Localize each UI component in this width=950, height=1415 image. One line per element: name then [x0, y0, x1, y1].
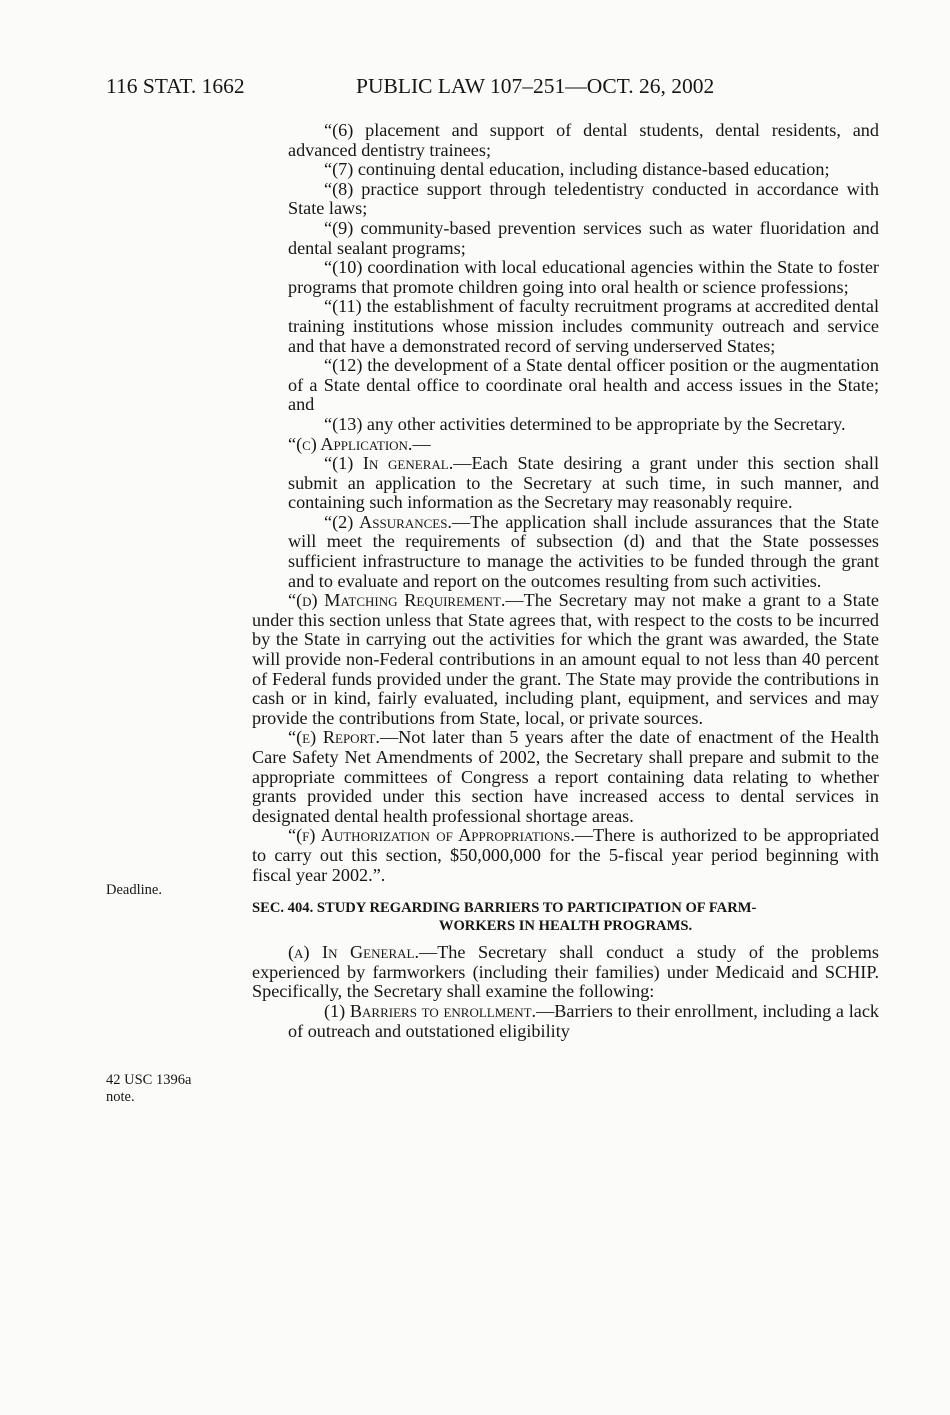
a1-label: (1) Barriers to enrollment.—: [324, 1000, 555, 1021]
a1-text: Barriers to their enrollment, including a lack of outreach and outstationed eligibility: [288, 1000, 879, 1041]
paragraph-item-13: “(13) any other activities determined to be appropriate by the Secretary.: [324, 413, 846, 434]
page-stat-number: 116 STAT. 1662: [106, 74, 245, 98]
paragraph-item-12: “(12) the development of a State dental officer position or the augmentation of a State dental office to coordinate oral health and access issues in the State; and: [288, 355, 879, 415]
paragraph-c-1: [252, 454, 879, 513]
paragraph-a-1: [252, 1002, 879, 1041]
body-text: [252, 121, 879, 1041]
section-404-heading-line1: SEC. 404. STUDY REGARDING BARRIERS TO PARTICIPATION OF FARM-: [252, 900, 757, 917]
margin-note-deadline: Deadline.: [106, 882, 162, 898]
section-404-heading: [252, 899, 879, 935]
paragraph-item-8: “(8) practice support through teledentistry conducted in accordance with State laws;: [288, 178, 879, 219]
paragraph-item-7: “(7) continuing dental education, including distance-based education;: [324, 159, 830, 180]
c2-text: The application shall include assurances that the State will meet the requirements of subsection (d) and that the State possesses sufficient infrastructure to manage the activities to be funded through the grant and to evaluate and report on the outcomes resulting from such activities.: [288, 511, 879, 591]
margin-note-citation: [106, 1072, 236, 1106]
c1-text: Each State desiring a grant under this section shall submit an application to the Secretary at such time, in such manner, and containing such information as the Secretary may reasonably require.: [288, 453, 879, 513]
e-text: Not later than 5 years after the date of enactment of the Health Care Safety Net Amendments of 2002, the Secretary shall prepare and submit to the appropriate committees of Congress a report containing data relating to whether grants provided under this section have increased access to dental services in designated dental health professional shortage areas.: [252, 727, 880, 826]
margin-note-citation-line1: 42 USC 1396a: [106, 1072, 192, 1088]
e-label: “(e) Report.—: [288, 727, 399, 748]
paragraph-item-6: “(6) placement and support of dental students, dental residents, and advanced dentistry trainees;: [288, 120, 879, 160]
paragraph-item-9: “(9) community-based prevention services such as water fluoridation and dental sealant programs;: [288, 217, 879, 258]
margin-note-citation-line2: note.: [106, 1089, 135, 1105]
paragraph-item-11: “(11) the establishment of faculty recruitment programs at accredited dental training institutions whose mission includes community outreach and service and that have a demonstrated record of serving underserved States;: [288, 296, 879, 356]
paragraph-c-2: [252, 513, 879, 591]
paragraph-d: [252, 591, 879, 728]
subsection-c-heading: “(c) Application.—: [288, 433, 431, 454]
paragraph-e: [252, 728, 879, 826]
f-text: There is authorized to be appropriated to carry out this section, $50,000,000 for the 5-fiscal year period beginning with fiscal year 2002.”.: [252, 825, 880, 885]
a-text: The Secretary shall conduct a study of the problems experienced by farmworkers (including their families) under Medicaid and SCHIP. Specifically, the Secretary shall examine the following:: [252, 942, 879, 1002]
running-header: PUBLIC LAW 107–251—OCT. 26, 2002: [356, 74, 715, 98]
paragraph-f: [252, 826, 879, 885]
f-label: “(f) Authorization of Appropriations.—: [288, 825, 593, 846]
c1-label: “(1) In general.—: [324, 453, 472, 474]
a-label: (a) In General.—: [288, 942, 438, 963]
paragraph-item-10: “(10) coordination with local educational agencies within the State to foster programs that promote children going into oral health or science professions;: [288, 257, 879, 297]
c2-label: “(2) Assurances.—: [324, 511, 471, 532]
section-404-heading-line2: WORKERS IN HEALTH PROGRAMS.: [438, 918, 693, 935]
paragraph-a: [252, 943, 879, 1002]
d-label: “(d) Matching Requirement.—: [288, 590, 524, 611]
d-text: The Secretary may not make a grant to a State under this section unless that State agrees that, with respect to the costs to be incurred by the State in carrying out the activities for which the grant was awarded, the State will provide non-Federal contributions in an amount equal to not less than 40 percent of Federal funds provided under the grant. The State may provide the contributions in cash or in kind, fairly evaluated, including plant, equipment, and services and may provide the contributions from State, local, or private sources.: [252, 590, 879, 728]
